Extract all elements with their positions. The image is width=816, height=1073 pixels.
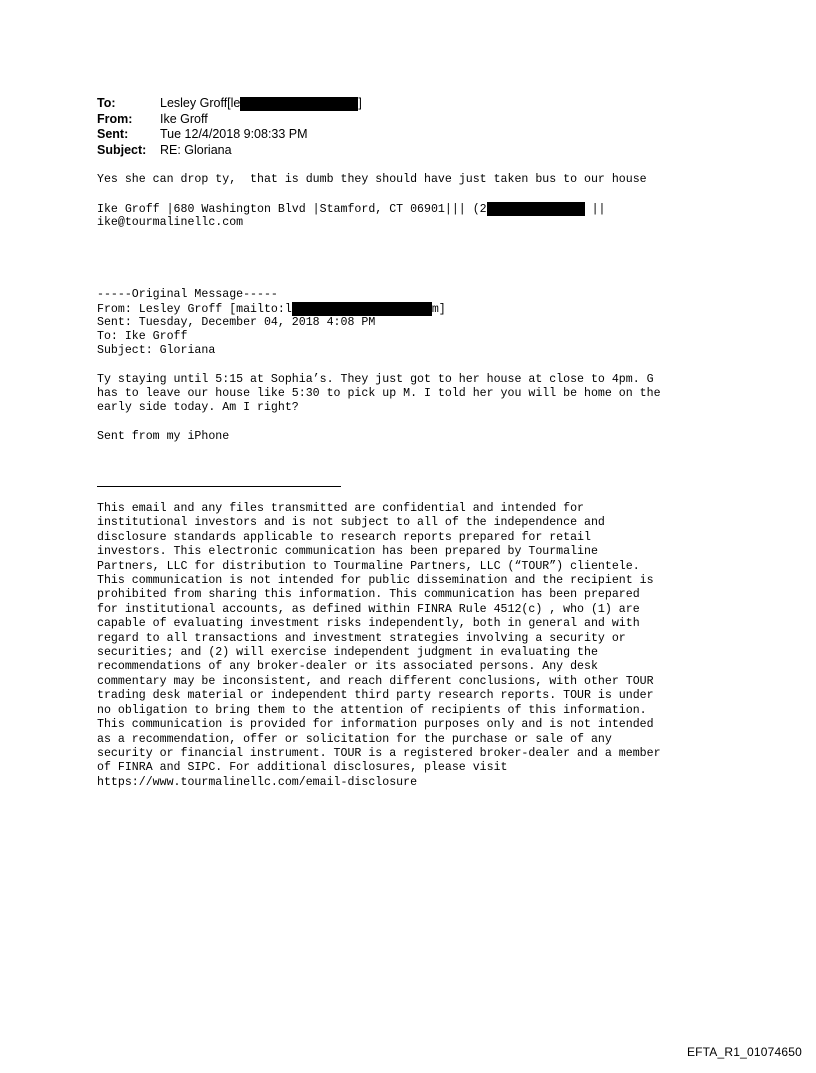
from-label: From:: [97, 111, 133, 126]
to-label: To:: [97, 96, 116, 110]
disclaimer-line: investors. This electronic communication has been prepared by Tourmaline: [97, 545, 598, 559]
sent-label: Sent:: [97, 127, 129, 141]
from-row: [97, 112, 362, 128]
sent-row: [97, 127, 362, 143]
disclaimer-line: as a recommendation, offer or solicitation for the purchase or sale of any: [97, 732, 612, 746]
bates-number: EFTA_R1_01074650: [686, 1045, 802, 1059]
reply-body: Yes she can drop ty, that is dumb they should have just taken bus to our house: [97, 173, 647, 186]
redaction-block: [487, 202, 585, 216]
disclaimer-line: no obligation to bring them to the attention of recipients of this information.: [97, 703, 647, 717]
disclaimer-line: regard to all transactions and investment strategies involving a security or: [97, 631, 626, 645]
sent-value: Tue 12/4/2018 9:08:33 PM: [160, 127, 308, 141]
disclaimer-line: https://www.tourmalinellc.com/email-disclosure: [97, 775, 418, 789]
disclaimer-line: for institutional accounts, as defined within FINRA Rule 4512(c) , who (1) are: [97, 602, 640, 616]
original-body-line: has to leave our house like 5:30 to pick up M. I told her you will be home on the: [97, 387, 661, 400]
disclaimer-line: This communication is not intended for public dissemination and the recipient is: [97, 574, 654, 588]
redaction-block: [240, 97, 358, 111]
to-row: [97, 96, 362, 112]
disclaimer-line: trading desk material or independent third party research reports. TOUR is under: [97, 689, 654, 703]
to-value: Lesley Groff[le ]: [160, 96, 362, 110]
original-message-divider: -----Original Message-----: [97, 288, 278, 301]
disclaimer-line: recommendations of any broker-dealer or its associated persons. Any desk: [97, 660, 598, 674]
subject-label: Subject:: [97, 142, 147, 157]
disclaimer-line: commentary may be inconsistent, and reach different conclusions, with other TOUR: [97, 674, 654, 688]
signature-separator-line: [97, 486, 341, 487]
disclaimer-line: This email and any files transmitted are confidential and intended for: [97, 502, 585, 515]
disclaimer-line: disclosure standards applicable to research reports prepared for retail: [97, 530, 591, 544]
disclaimer-line: capable of evaluating investment risks independently, both in general and with: [97, 617, 640, 631]
disclaimer-line: Partners, LLC for distribution to Tourmaline Partners, LLC (“TOUR”) clientele.: [97, 559, 640, 573]
original-subject: Subject: Gloriana: [97, 344, 216, 357]
email-header: [97, 96, 362, 158]
disclaimer-line: This communication is provided for information purposes only and is not intended: [97, 718, 654, 732]
sent-from-iphone: Sent from my iPhone: [97, 430, 230, 443]
disclaimer-line: prohibited from sharing this information. This communication has been prepared: [97, 588, 640, 602]
legal-disclaimer: [97, 502, 661, 790]
original-sent: Sent: Tuesday, December 04, 2018 4:08 PM: [97, 316, 376, 329]
signature-email: ike@tourmalinellc.com: [97, 216, 244, 229]
disclaimer-line: of FINRA and SIPC. For additional disclosures, please visit: [97, 761, 508, 775]
subject-row: [97, 143, 362, 159]
subject-value: RE: Gloriana: [160, 142, 232, 157]
signature-line-1: Ike Groff |680 Washington Blvd |Stamford, CT 06901||| (2 ||: [97, 203, 606, 217]
disclaimer-line: institutional investors and is not subject to all of the independence and: [97, 516, 605, 530]
disclaimer-line: securities; and (2) will exercise independent judgment in evaluating the: [97, 646, 598, 660]
original-to: To: Ike Groff: [97, 330, 188, 343]
disclaimer-line: security or financial instrument. TOUR is a registered broker-dealer and a member: [97, 746, 661, 760]
original-body-line: early side today. Am I right?: [97, 401, 299, 414]
original-from: From: Lesley Groff [mailto:l m]: [97, 303, 446, 317]
original-body-line: Ty staying until 5:15 at Sophia’s. They just got to her house at close to 4pm. G: [97, 373, 654, 386]
from-value: Ike Groff: [160, 111, 208, 126]
redaction-block: [292, 302, 432, 316]
